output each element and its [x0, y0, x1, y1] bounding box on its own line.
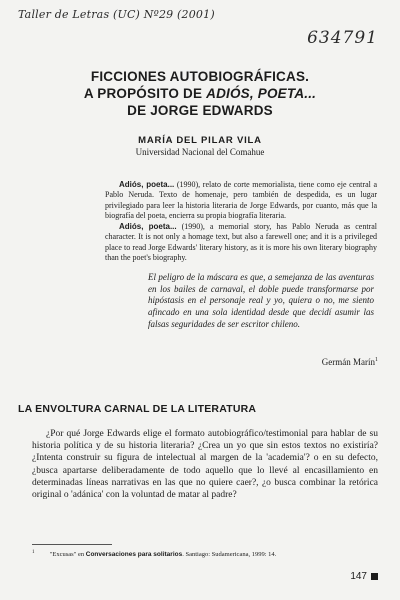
page-number-text: 147 [350, 571, 367, 582]
title-line-2-italic: ADIÓS, POETA... [206, 86, 317, 101]
footnote-source: Conversaciones para solitarios [85, 551, 183, 559]
abstract-english-lead: Adiós, poeta... [119, 222, 177, 231]
title-line-1: FICCIONES AUTOBIOGRÁFICAS. [90, 69, 310, 84]
abstract-spanish [105, 180, 377, 221]
footnote-quote: "Excusas" en [49, 551, 86, 559]
title-line-3: DE JORGE EDWARDS [127, 103, 273, 118]
article-title [0, 68, 400, 119]
epigraph-author [322, 357, 378, 367]
handwritten-catalog-number: 634791 [307, 28, 378, 48]
handwritten-header-note: Taller de Letras (UC) Nº29 (2001) [18, 8, 215, 21]
footnote-rest: . Santiago: Sudamericana, 1999: 14. [182, 551, 277, 559]
footnote-divider [32, 544, 112, 545]
epigraph-quote: El peligro de la máscara es que, a semejanza de las aventuras en los bailes de carnaval, el doble puede transformarse por hipóstasis en el personaje real y yo, quiera o no, me siento afincado en una sola identidad desde que decidí asumir las falsas seguridades de ser escritor chileno. [148, 272, 374, 329]
title-line-2 [0, 85, 400, 102]
author-affiliation: Universidad Nacional del Comahue [135, 147, 265, 157]
footnote [32, 549, 378, 559]
section-heading: LA ENVOLTURA CARNAL DE LA LITERATURA [18, 403, 257, 415]
title-line-2-prefix: A PROPÓSITO DE [83, 86, 207, 101]
abstract-spanish-lead: Adiós, poeta... [119, 180, 175, 189]
page-marker-square-icon [371, 573, 378, 580]
abstract-english [105, 222, 377, 263]
epigraph-footnote-mark: 1 [375, 357, 378, 363]
author-block [0, 135, 400, 157]
body-paragraph: ¿Por qué Jorge Edwards elige el formato autobiográfico/testimonial para hablar de su historia política y de su historia literaria? ¿Crea un yo que sin estos textos no existiría? ¿Intenta construir su figura de intelectual al margen de la 'academia'? o en su defecto, ¿busca apartarse deliberadamente de todo aquello que lo llevé al encasillamiento en determinadas líneas narrativas en las que no quiere caer?, ¿o busca combinar la retórica original o 'adánica' con la voluntad de matar al padre? [32, 429, 378, 501]
epigraph-author-name: Germán Marín [321, 357, 375, 367]
page-number [350, 571, 378, 582]
author-name: MARÍA DEL PILAR VILA [138, 135, 262, 146]
abstract-english-text: (1990), a memorial story, has Pablo Neruda as central character. It is not only a homage text, but also a farewell one; and it is a privileged place to read Jorge Edwards' literary history, as it is more his own literary biography than the poet's biography. [105, 222, 378, 262]
footnote-number: 1 [32, 550, 35, 555]
abstract-spanish-text: (1990), relato de corte memorialista, tiene como eje central a Pablo Neruda. Texto de homenaje, pero también de despedida, es un lugar privilegiado para leer la historia literaria de Jorge Edwards, por cuanto, más que la biografía del poeta, encierra su propia biografía literaria. [105, 180, 377, 220]
